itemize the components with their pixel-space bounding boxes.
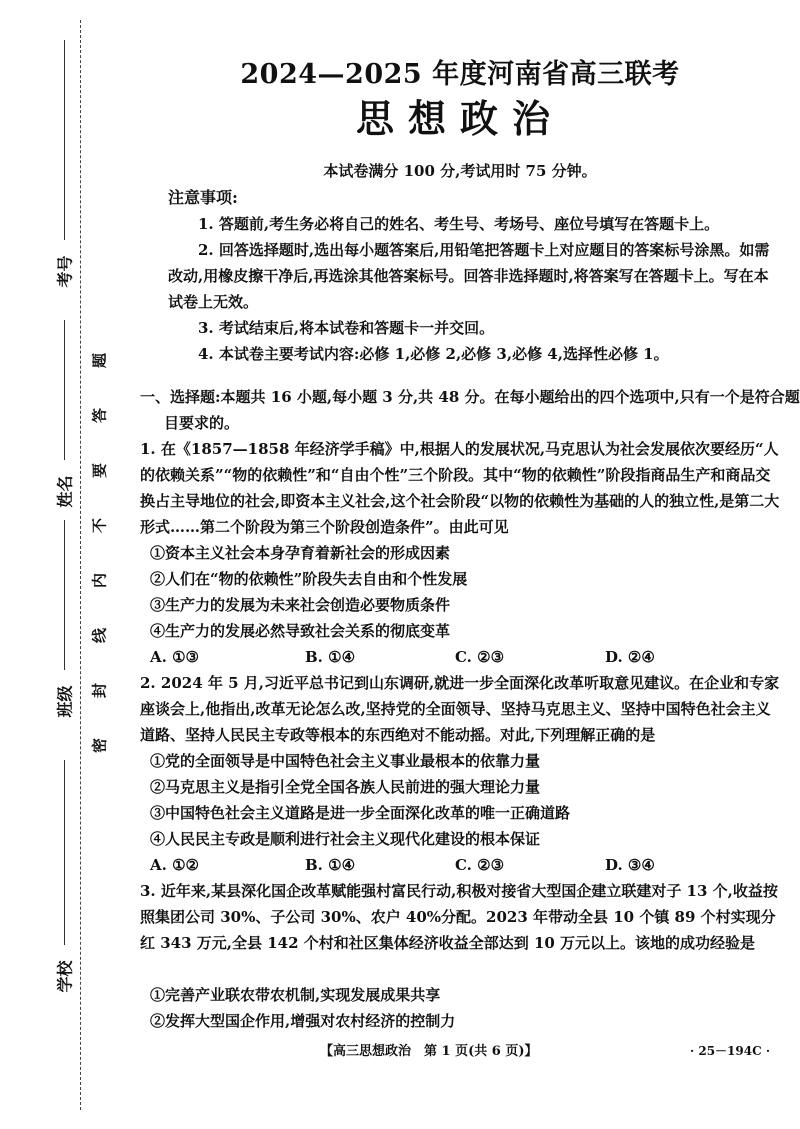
question-2-option: ④人民民主专政是顺利进行社会主义现代化建设的根本保证 — [150, 830, 541, 848]
notice-item: 3. 考试结束后,将本试卷和答题卡一并交回。 — [198, 319, 495, 337]
seal-char: 不 — [90, 518, 109, 534]
question-2-option: ③中国特色社会主义道路是进一步全面深化改革的唯一正确道路 — [150, 804, 571, 822]
seal-char: 封 — [90, 683, 109, 699]
question-2-option: ②马克思主义是指引全党全国各族人民前进的强大理论力量 — [150, 778, 541, 796]
question-3-option: ②发挥大型国企作用,增强对农村经济的控制力 — [150, 1012, 456, 1030]
seal-char: 题 — [90, 353, 109, 369]
question-2-stem: 2. 2024 年 5 月,习近平总书记到山东调研,就进一步全面深化改革听取意见建议。在企业和专家座谈会上,他指出,改革无论怎么改,坚持党的全面领导、坚持马克思主义、坚持中国特色社会主义道路、坚持人民民主专政等根本的东西绝对不能动摇。对此,下列理解正确的是 — [140, 674, 780, 744]
question-2-choices — [150, 852, 770, 878]
seal-char: 内 — [90, 573, 109, 589]
question-1-stem: 1. 在《1857—1858 年经济学手稿》中,根据人的发展状况,马克思认为社会发展依次要经历“人的依赖关系”“物的依赖性”和“自由个性”三个阶段。其中“物的依赖性”阶段指商品生产和商品交换占主导地位的社会,即资本主义社会,这个社会阶段“以物的依赖性为基础的人的独立性,是第二大形式……第二个阶段为第三个阶段创造条件”。由此可见 — [140, 440, 780, 536]
choice-c[interactable]: C. ②③ — [455, 648, 505, 666]
choice-b[interactable]: B. ①④ — [305, 856, 356, 874]
notice-heading: 注意事项: — [168, 188, 238, 207]
choice-d[interactable]: D. ③④ — [605, 856, 655, 874]
choice-a[interactable]: A. ①② — [150, 856, 199, 874]
seal-char: 答 — [90, 408, 109, 424]
choice-d[interactable]: D. ②④ — [605, 648, 655, 666]
question-1-option: ①资本主义社会本身孕育着新社会的形成因素 — [150, 544, 451, 562]
question-3-option: ①完善产业联农带农机制,实现发展成果共享 — [150, 986, 441, 1004]
question-3-stem: 3. 近年来,某县深化国企改革赋能强村富民行动,积极对接省大型国企建立联建对子 13 个,收益按照集团公司 30%、子公司 30%、农户 40%分配。2023 年带动全县 10 个镇 89 个村实现分红 343 万元,全县 142 个村和社区集体经济收益全部达到 10 万元以上。该地的成功经验是 — [140, 882, 778, 952]
exam-no-line[interactable] — [64, 40, 65, 240]
notice-item: 1. 答题前,考生务必将自己的姓名、考生号、考场号、座位号填写在答题卡上。 — [198, 215, 720, 233]
seal-char: 要 — [90, 463, 109, 479]
class-line[interactable] — [64, 520, 65, 670]
question-2-option: ①党的全面领导是中国特色社会主义事业最根本的依靠力量 — [150, 752, 541, 770]
name-label: 姓名 — [55, 475, 75, 508]
seal-char: 密 — [90, 738, 109, 754]
binding-margin — [0, 0, 120, 1129]
question-1-option: ②人们在“物的依赖性”阶段失去自由和个性发展 — [150, 570, 468, 588]
choice-a[interactable]: A. ①③ — [150, 648, 199, 666]
exam-no-label: 考号 — [55, 255, 75, 288]
notice-item: 4. 本试卷主要考试内容:必修 1,必修 2,必修 3,必修 4,选择性必修 1。 — [198, 345, 669, 363]
seal-line — [80, 20, 81, 1110]
school-line[interactable] — [64, 760, 65, 945]
page-footer: 【高三思想政治 第 1 页(共 6 页)】 — [320, 1044, 538, 1059]
choice-c[interactable]: C. ②③ — [455, 856, 505, 874]
exam-title: 2024—2025 年度河南省高三联考 — [240, 59, 680, 90]
class-label: 班级 — [55, 685, 75, 718]
school-label: 学校 — [55, 960, 75, 993]
subject-title: 思想政治 — [355, 96, 564, 141]
question-1-option: ④生产力的发展必然导致社会关系的彻底变革 — [150, 622, 451, 640]
notice-item: 2. 回答选择题时,选出每小题答案后,用铅笔把答题卡上对应题目的答案标号涂黑。如需改动,用橡皮擦干净后,再选涂其他答案标号。回答非选择题时,将答案写在答题卡上。写在本试卷上无效。 — [168, 241, 770, 311]
choice-b[interactable]: B. ①④ — [305, 648, 356, 666]
section-heading: 一、选择题:本题共 16 小题,每小题 3 分,共 48 分。在每小题给出的四个选项中,只有一个是符合题目要求的。 — [140, 388, 800, 432]
question-1-option: ③生产力的发展为未来社会创造必要物质条件 — [150, 596, 451, 614]
name-line[interactable] — [64, 320, 65, 460]
score-line: 本试卷满分 100 分,考试用时 75 分钟。 — [323, 162, 597, 180]
seal-char: 线 — [90, 628, 109, 644]
exam-code: · 25－194C · — [690, 1044, 771, 1058]
question-1-choices — [150, 644, 770, 670]
